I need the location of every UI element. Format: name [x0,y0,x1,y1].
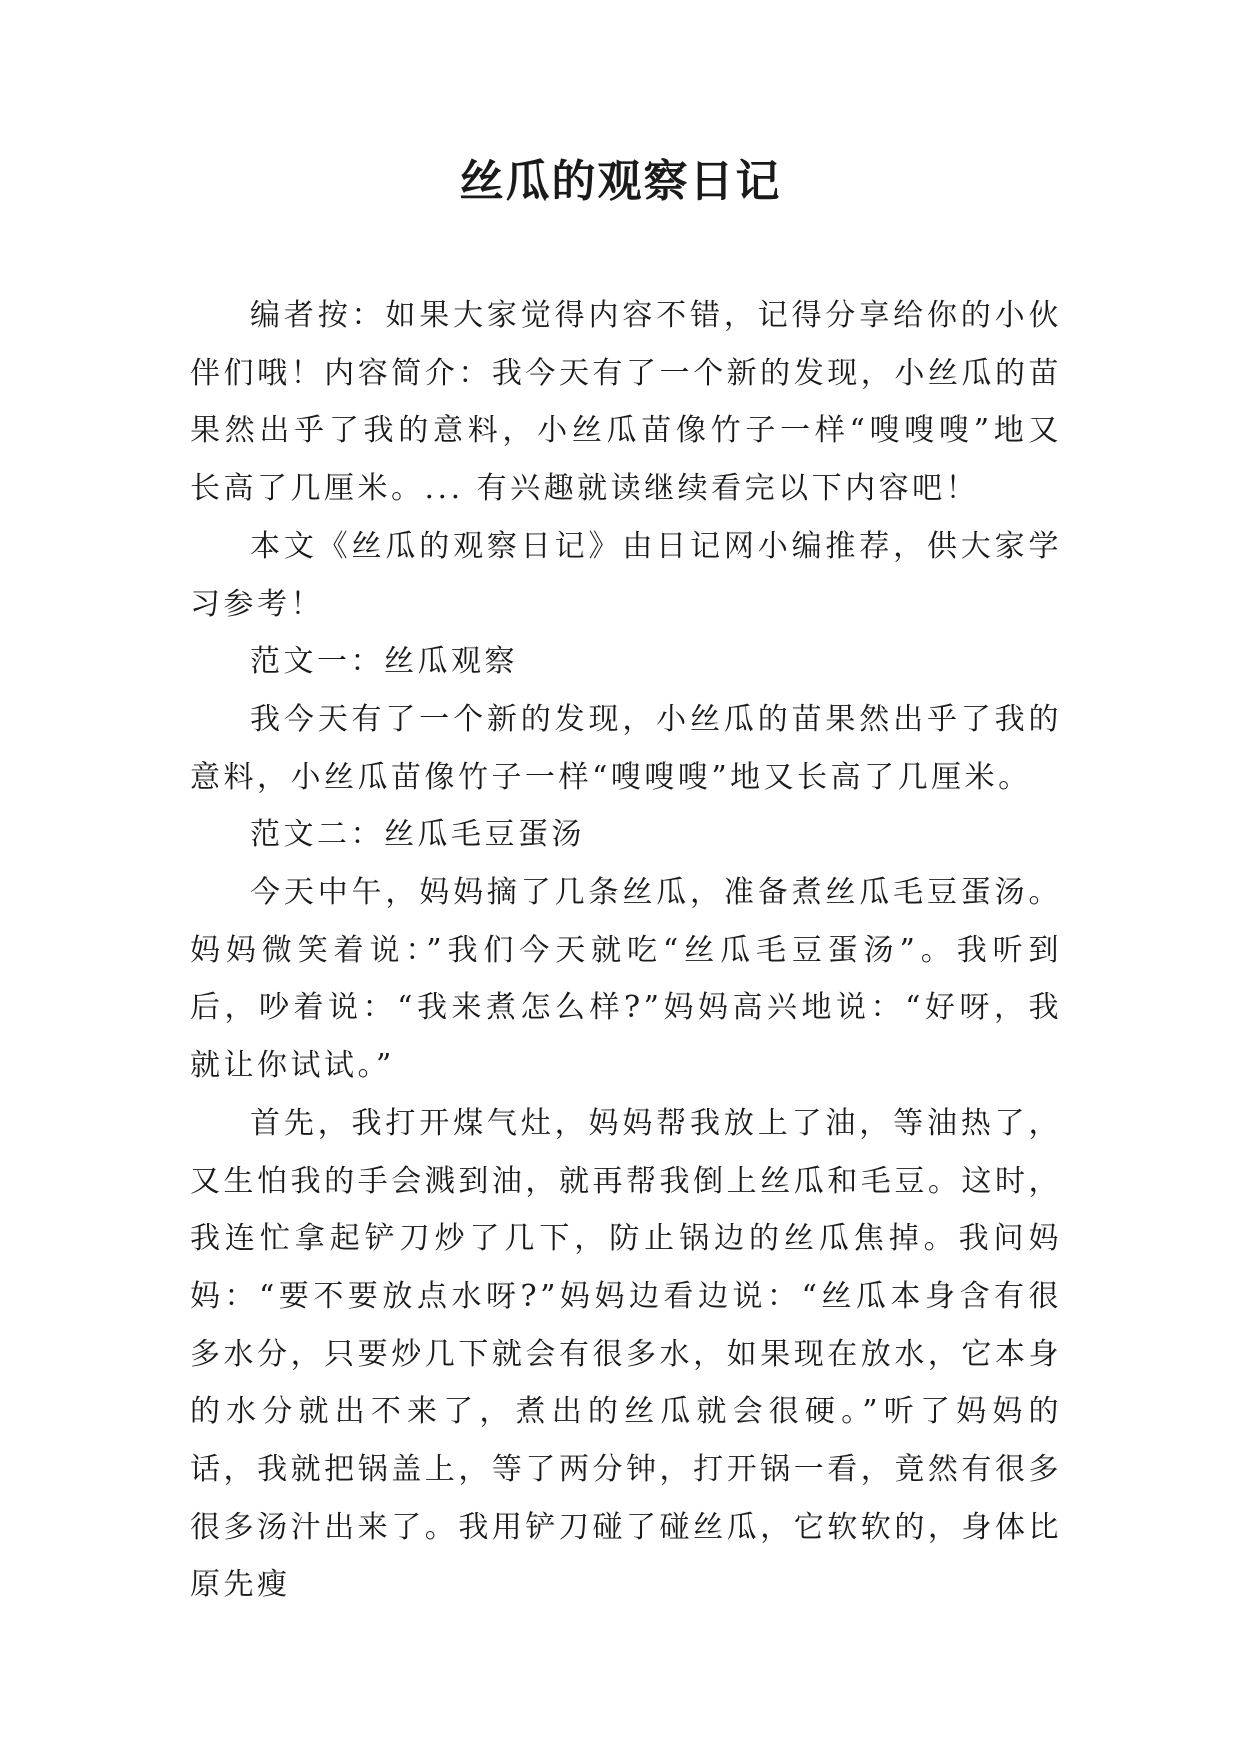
paragraph-recommendation: 本文《丝瓜的观察日记》由日记网小编推荐，供大家学习参考！ [190,528,1062,622]
paragraph-editor-note: 编者按：如果大家觉得内容不错，记得分享给你的小伙伴们哦！内容简介：我今天有了一个新的发现，小丝瓜的苗果然出乎了我的意料，小丝瓜苗像竹子一样“嗖嗖嗖”地又长高了几厘米。... 有兴趣就读继续看完以下内容吧！ [190,298,1062,507]
paragraph-sample-two-cooking: 首先，我打开煤气灶，妈妈帮我放上了油，等油热了，又生怕我的手会溅到油，就再帮我倒上丝瓜和毛豆。这时，我连忙拿起铲刀炒了几下，防止锅边的丝瓜焦掉。我问妈妈：“要不要放点水呀?”妈妈边看边说：“丝瓜本身含有很多水分，只要炒几下就会有很多水，如果现在放水，它本身的水分就出不来了，煮出的丝瓜就会很硬。”听了妈妈的话，我就把锅盖上，等了两分钟，打开锅一看，竟然有很多很多汤汁出来了。我用铲刀碰了碰丝瓜，它软软的，身体比原先瘦 [190,1105,1062,1603]
paragraph-sample-one-text: 我今天有了一个新的发现，小丝瓜的苗果然出乎了我的意料，小丝瓜苗像竹子一样“嗖嗖嗖”地又长高了几厘米。 [190,701,1062,795]
document-title: 丝瓜的观察日记 [459,156,782,207]
paragraph-sample-two-heading: 范文二：丝瓜毛豆蛋汤 [250,817,585,853]
paragraph-sample-one-heading: 范文一：丝瓜观察 [250,644,518,680]
document-body [190,287,1062,1614]
paragraph-sample-two-intro: 今天中午，妈妈摘了几条丝瓜，准备煮丝瓜毛豆蛋汤。妈妈微笑着说：”我们今天就吃“丝瓜毛豆蛋汤”。我听到后，吵着说：“我来煮怎么样?”妈妈高兴地说：“好呀，我就让你试试。” [190,875,1062,1084]
